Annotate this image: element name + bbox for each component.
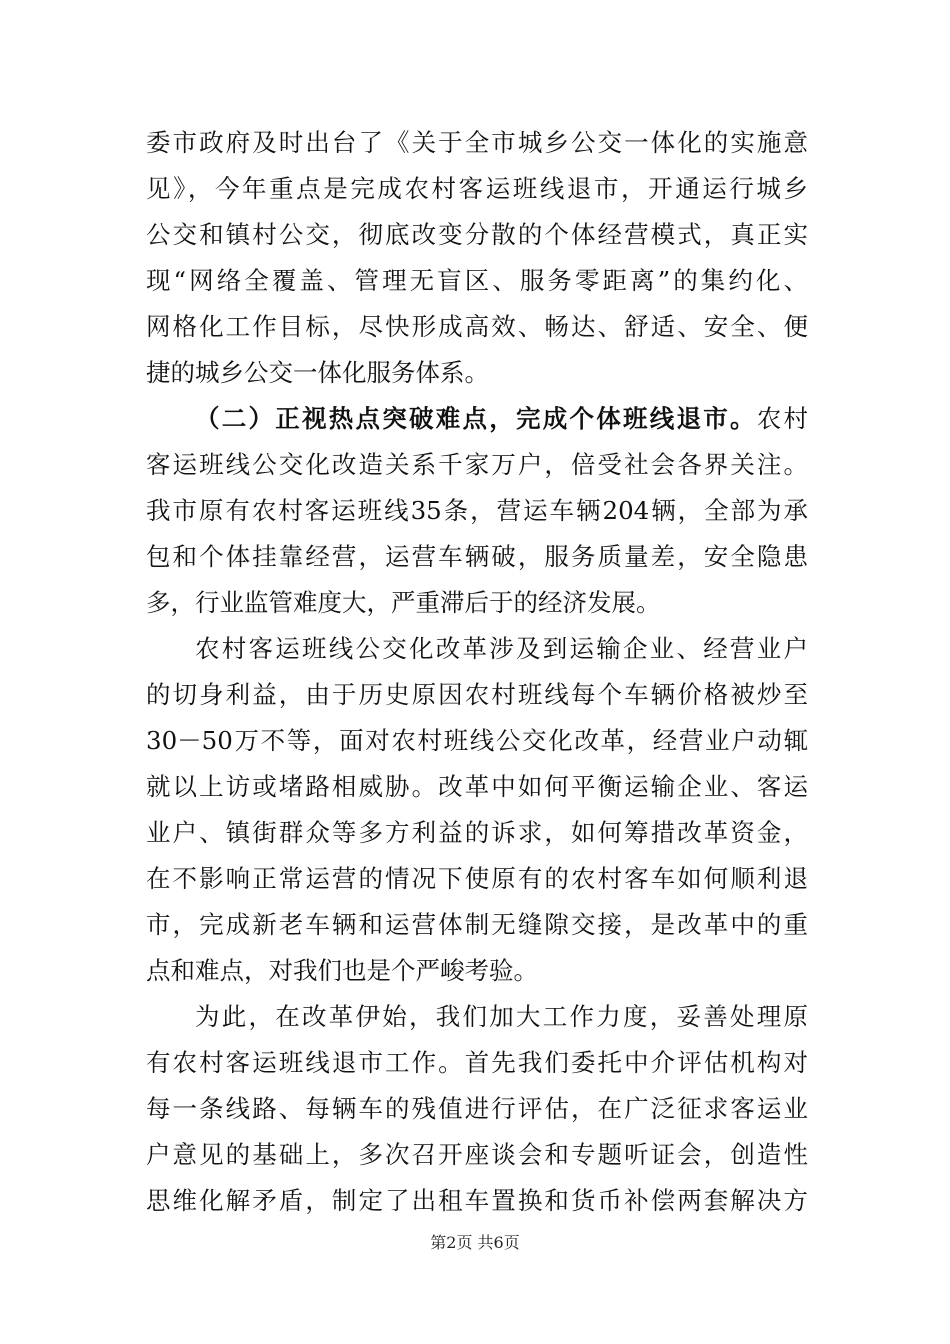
text-line: [146, 534, 808, 580]
line-text: 户意见的基础上，多次召开座谈会和专题听证会，创造性: [146, 1140, 808, 1169]
text-line: [146, 810, 808, 856]
line-text: 现“网络全覆盖、管理无盲区、服务零距离”的集约化、: [146, 266, 808, 295]
text-line: [146, 212, 808, 258]
text-line: [146, 350, 808, 396]
line-text: 见》，今年重点是完成农村客运班线退市，开通运行城乡: [146, 174, 808, 203]
text-line: [146, 1040, 808, 1086]
text-line: [146, 994, 808, 1040]
line-text: 客运班线公交化改造关系千家万户，倍受社会各界关注。: [146, 450, 808, 479]
text-line: [146, 764, 808, 810]
line-text: 委市政府及时出台了《关于全市城乡公交一体化的实施意: [146, 128, 808, 157]
text-line: [146, 304, 808, 350]
line-text: 市，完成新老车辆和运营体制无缝隙交接，是改革中的重: [146, 910, 808, 939]
line-text: 有农村客运班线退市工作。首先我们委托中介评估机构对: [146, 1048, 808, 1077]
line-text: 捷的城乡公交一体化服务体系。: [146, 358, 489, 387]
line-text: 业户、镇街群众等多方利益的诉求，如何筹措改革资金，: [146, 818, 808, 847]
text-line: [146, 856, 808, 902]
text-line: [146, 120, 808, 166]
line-text: 公交和镇村公交，彻底改变分散的个体经营模式，真正实: [146, 220, 808, 249]
text-line: [146, 166, 808, 212]
line-text: 农村客运班线公交化改革涉及到运输企业、经营业户: [195, 634, 808, 663]
document-body: [146, 120, 808, 1224]
line-text: 网格化工作目标，尽快形成高效、畅达、舒适、安全、便: [146, 312, 808, 341]
text-line: [146, 580, 808, 626]
line-text: 包和个体挂靠经营，运营车辆破，服务质量差，安全隐患: [146, 542, 808, 571]
page-footer: 第2页 共6页: [430, 1233, 520, 1252]
line-text: 我市原有农村客运班线35条，营运车辆204辆，全部为承: [146, 496, 808, 525]
text-line: [146, 626, 808, 672]
text-line: [146, 902, 808, 948]
text-line: [146, 672, 808, 718]
text-line: [146, 442, 808, 488]
text-line: [146, 948, 808, 994]
line-text: 每一条线路、每辆车的残值进行评估，在广泛征求客运业: [146, 1094, 808, 1123]
line-text: 的切身利益，由于历史原因农村班线每个车辆价格被炒至: [146, 680, 808, 709]
line-text: 就以上访或堵路相威胁。改革中如何平衡运输企业、客运: [146, 772, 808, 801]
text-line: [146, 718, 808, 764]
line-text: 农村: [756, 404, 808, 433]
text-line: [146, 396, 808, 442]
text-line: [146, 258, 808, 304]
line-text: 在不影响正常运营的情况下使原有的农村客车如何顺利退: [146, 864, 808, 893]
text-line: [146, 1132, 808, 1178]
line-text: 多，行业监管难度大，严重滞后于的经济发展。: [146, 588, 661, 617]
line-text: 30－50万不等，面对农村班线公交化改革，经营业户动辄: [146, 726, 808, 755]
line-text: 点和难点，对我们也是个严峻考验。: [146, 956, 538, 985]
line-text: 思维化解矛盾，制定了出租车置换和货币补偿两套解决方: [146, 1186, 808, 1215]
text-line: [146, 488, 808, 534]
line-text: 为此，在改革伊始，我们加大工作力度，妥善处理原: [195, 1002, 808, 1031]
text-line: [146, 1086, 808, 1132]
text-line: [146, 1178, 808, 1224]
section-heading: （二）正视热点突破难点，完成个体班线退市。: [195, 404, 757, 433]
